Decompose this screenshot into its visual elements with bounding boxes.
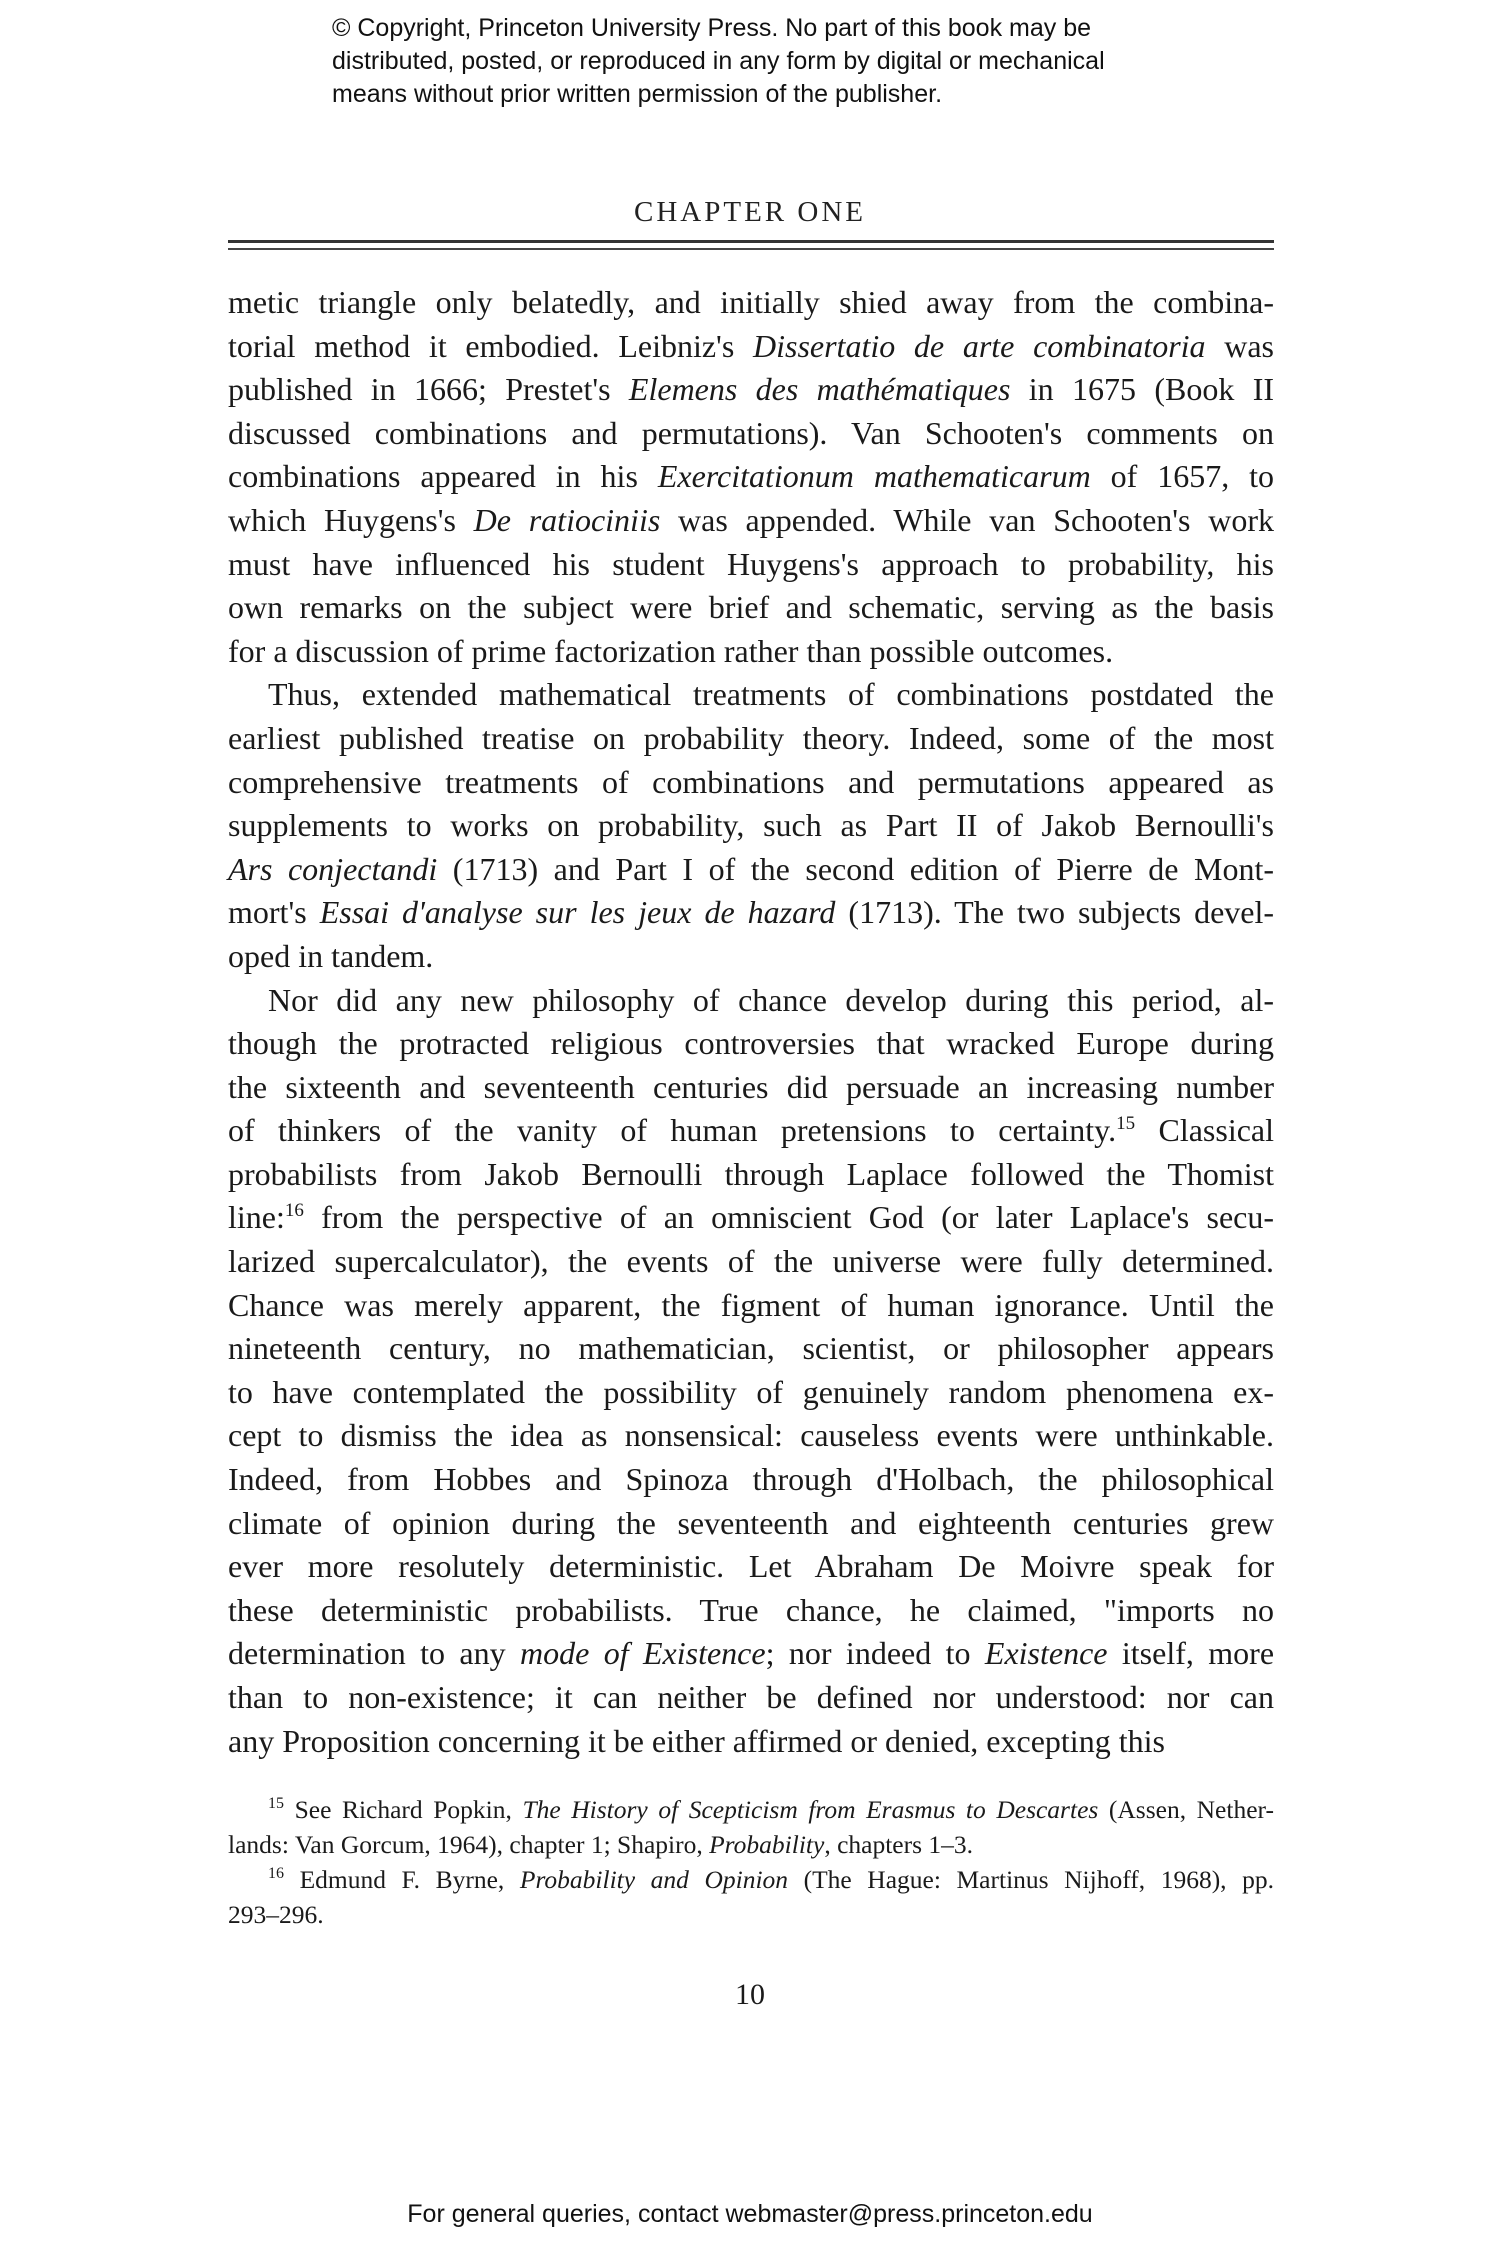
text-line: nineteenth century, no mathematician, scientist, or philosopher appears: [228, 1330, 1274, 1367]
copyright-line: distributed, posted, or reproduced in any form by digital or mechanical: [332, 47, 1105, 75]
text-line: Indeed, from Hobbes and Spinoza through d'Holbach, the philosophical: [228, 1461, 1274, 1498]
text-line: to have contemplated the possibility of genuinely random phenomena ex-: [228, 1373, 1274, 1410]
text-line: probabilists from Jakob Bernoulli through Laplace followed the Thomist: [228, 1155, 1274, 1192]
text-line: though the protracted religious controversies that wracked Europe during: [228, 1025, 1274, 1062]
italic-title: Exercitationum mathematicarum: [657, 458, 1091, 495]
text-line: than to non-existence; it can neither be defined nor understood: nor can: [228, 1679, 1274, 1715]
italic-title: The History of Scepticism from Erasmus to Descartes: [522, 1795, 1099, 1824]
text-line: of thinkers of the vanity of human pretensions to certainty.$^{15}$ Classical: [228, 1112, 1275, 1149]
text-line: for a discussion of prime factorization rather than possible outcomes.: [228, 632, 1114, 669]
text-line: comprehensive treatments of combinations and permutations appeared as: [228, 763, 1274, 800]
italic-title: Ars conjectandi: [228, 850, 438, 887]
text-line: Chance was merely apparent, the figment of human ignorance. Until the: [228, 1286, 1274, 1323]
text-line: Ars conjectandi (1713) and Part I of the second edition of Pierre de Mont-: [228, 850, 1275, 887]
chapter-title: CHAPTER ONE: [634, 196, 866, 228]
text-line: discussed combinations and permutations). Van Schooten's comments on: [228, 414, 1274, 451]
text-line: determination to any mode of Existence; nor indeed to Existence itself, more: [228, 1635, 1275, 1672]
footnote-marker: 15: [1116, 1113, 1136, 1135]
italic-title: Essai d'analyse sur les jeux de hazard: [319, 894, 836, 931]
italic-title: Probability and Opinion: [519, 1865, 789, 1894]
text-line: earliest published treatise on probability theory. Indeed, some of the most: [228, 719, 1274, 756]
footnote-line: 293–296.: [228, 1900, 324, 1929]
italic-title: Dissertatio de arte combinatoria: [752, 327, 1206, 364]
header-rule-thick: [228, 240, 1274, 243]
footnote-marker: 16: [268, 1865, 284, 1882]
header-rule-thin: [228, 248, 1274, 250]
footnote-marker: 15: [268, 1795, 284, 1812]
copyright-line: means without prior written permission of the publisher.: [332, 80, 943, 108]
text-line: must have influenced his student Huygens's approach to probability, his: [228, 545, 1274, 582]
text-line: supplements to works on probability, such as Part II of Jakob Bernoulli's: [228, 807, 1274, 844]
text-line: combinations appeared in his Exercitationum mathematicarum of 1657, to: [228, 458, 1274, 495]
text-line: climate of opinion during the seventeenth and eighteenth centuries grew: [228, 1504, 1274, 1541]
italic-title: De ratiociniis: [473, 501, 661, 538]
footnotes: [228, 1792, 1274, 1932]
italic-title: Existence: [984, 1635, 1108, 1672]
text-line: the sixteenth and seventeenth centuries did persuade an increasing number: [228, 1068, 1274, 1105]
text-line: published in 1666; Prestet's Elemens des mathématiques in 1675 (Book II: [228, 371, 1275, 408]
footnote-marker: 16: [284, 1200, 304, 1222]
footnote-line: lands: Van Gorcum, 1964), chapter 1; Shapiro, Probability, chapters 1–3.: [228, 1830, 974, 1859]
body-text: [228, 281, 1274, 1763]
text-line: ever more resolutely deterministic. Let Abraham De Moivre speak for: [228, 1548, 1274, 1585]
text-line: Nor did any new philosophy of chance develop during this period, al-: [268, 981, 1274, 1018]
text-line: torial method it embodied. Leibniz's Dissertatio de arte combinatoria was: [228, 327, 1275, 364]
text-line: Thus, extended mathematical treatments of combinations postdated the: [268, 676, 1274, 713]
page-number: 10: [735, 1978, 765, 2011]
text-line: metic triangle only belatedly, and initially shied away from the combina-: [228, 284, 1274, 320]
italic-title: Elemens des mathématiques: [628, 371, 1011, 408]
text-line: line:$^{16}$ from the perspective of an omniscient God (or later Laplace's secu-: [228, 1199, 1274, 1236]
text-line: these deterministic probabilists. True chance, he claimed, "imports no: [228, 1591, 1274, 1628]
italic-title: Probability: [709, 1830, 825, 1859]
footer-contact: For general queries, contact webmaster@press.princeton.edu: [407, 2200, 1093, 2228]
footnote-line: $^{16}$ Edmund F. Byrne, Probability and Opinion (The Hague: Martinus Nijhoff, 1968), pp.: [268, 1865, 1274, 1894]
text-line: larized supercalculator), the events of the universe were fully determined.: [228, 1243, 1274, 1280]
text-line: cept to dismiss the idea as nonsensical: causeless events were unthinkable.: [228, 1417, 1274, 1454]
footnote-line: $^{15}$ See Richard Popkin, The History of Scepticism from Erasmus to Descartes (Assen, Nether-: [268, 1795, 1274, 1824]
text-line: any Proposition concerning it be either affirmed or denied, excepting this: [228, 1722, 1165, 1759]
text-line: which Huygens's De ratiociniis was appended. While van Schooten's work: [228, 501, 1275, 538]
text-line: own remarks on the subject were brief and schematic, serving as the basis: [228, 589, 1274, 626]
copyright-line: © Copyright, Princeton University Press. No part of this book may be: [332, 14, 1092, 42]
text-line: mort's Essai d'analyse sur les jeux de hazard (1713). The two subjects devel-: [228, 894, 1275, 931]
text-line: oped in tandem.: [228, 937, 434, 974]
italic-title: mode of Existence: [520, 1635, 766, 1672]
copyright-notice: [332, 12, 1232, 111]
